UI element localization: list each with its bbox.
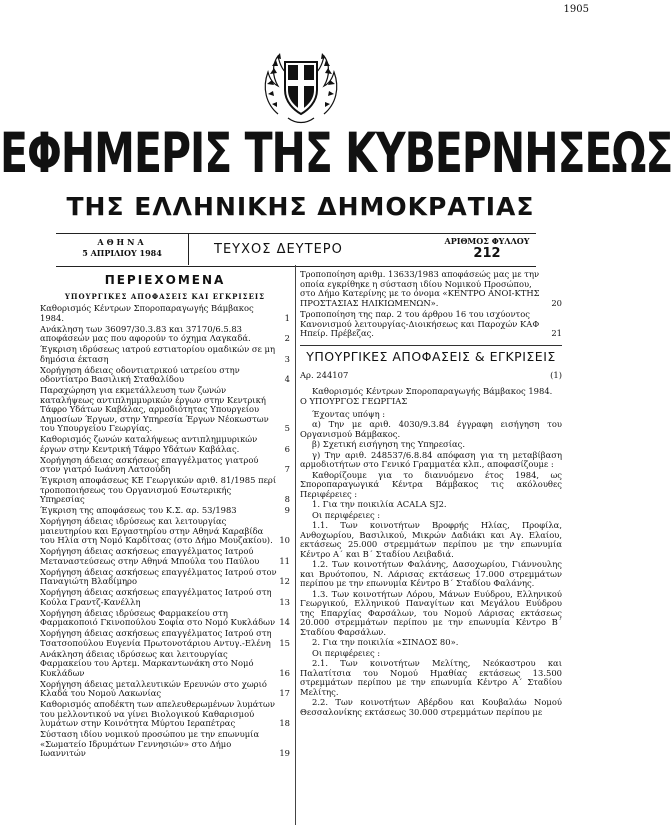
column-divider [295,265,296,825]
list-item: Χορήγηση άδειας μεταλλευτικών Ερευνών στο χωριό Κλαδά του Νομού Λακωνίας 17 [40,678,290,698]
list-item: Καθορισμός ζωνών καταλήψεως αντιπλημμυρικών έργων στην Κεντρική Τάφρο Υδάτων Καβάλας. 6 [40,434,290,454]
list-item: Έγκριση αποφάσεως ΚΕ Γεωργικών αριθ. 81/1985 περί τροποποιήσεως του Οργανισμού Εσωτερικής Υπηρεσίας 8 [40,475,290,504]
list-item: Τροποποίηση της παρ. 2 του άρθρου 16 του ισχύοντος Κανονισμού λειτουργίας-Διοικήσεως και Παροχών ΚΑΦ Ηπείρ. Πρέβεζας. 21 [300,309,562,338]
masthead-subtitle: ΤΗΣ ΕΛΛΗΝΙΚΗΣ ΔΗΜΟΚΡΑΤΙΑΣ [66,192,535,221]
list-item: Ανάκληση των 36097/30.3.83 και 37170/6.5.83 αποφάσεών μας που αφορούν το όχημα Λαγκαδά. 2 [40,323,290,343]
list-item: Χορήγηση άδειας ασκήσεως επαγγέλματος Ιατρού Μεταναστεύσεως στην Αθηνά Μπούλα του Παύλου 11 [40,546,290,566]
paragraph: 1.3. Των κοινοτήτων Λόρου, Μάνων Ευύδρου, Ελληνικού Γεωργικού, Ελληνικού Παναγίτων και Μεγάλου Ευύδρου της Επαρχίας Φαρσάλων, του Νομού Λάρισας εκτάσεως 20.000 στρεμμάτων περίπου με την επωνυμία Κέντρο Β΄ Σταδίου Φαρσάλων. [300,588,562,637]
paragraph: Καθορίζουμε για το διανυόμενο έτος 1984, ως Σποροπαραγωγικά Κέντρα Βάμβακος τις ακόλουθες Περιφέρειες : [300,469,562,499]
list-item: Παραχώρηση για εκμετάλλευση των ζωνών καταλήψεως αντιπλημμυρικών έργων στην Κεντρική Τάφρο Υδάτων Καβάλας, αρμοδιότητας Υπουργείου Δημοσίων Έργων, στην Υπηρεσία Έργων Νέοκωστων του Υπουργείου Γεωργίας. 5 [40,385,290,433]
paragraph: 2. Για την ποικιλία «ΣΙΝΔΟΣ 80». [312,637,459,647]
decisions-column [300,270,562,718]
contents-heading: ΠΕΡΙΕΧΟΜΕΝΑ [104,273,226,287]
paragraph: 2.1. Των κοινοτήτων Μελίτης, Νεόκαστρου και Παλατίτσια του Νομού Ημαθίας εκτάσεως 13.500 στρεμμάτων περίπου με την επωνυμία Κέντρο Α΄ Σταδίου Μελίτης. [300,658,562,697]
paragraph: α) Την με αριθ. 4030/9.3.84 έγγραφη εισήγηση του Οργανισμού Βάμβακος. [300,419,562,439]
infobar-divider [188,233,189,265]
issue-label: ΤΕΥΧΟΣ ΔΕΥΤΕΡΟ [214,242,343,257]
list-item: Τροποποίηση αριθμ. 13633/1983 αποφάσεώς μας με την οποία εγκρίθηκε η σύσταση ιδίου Νομικού Προσώπου, στο Δήμο Κατερίνης με το όνομα «ΚΕΝΤΡΟ ΑΝΟΙ-ΚΤΗΣ ΠΡΟΣΤΑΣΙΑΣ ΗΛΙΚΙΩΜΕΝΩΝ». 20 [300,269,562,308]
sheet-number: 212 [473,246,501,261]
contents-list [40,304,290,759]
minister-title: Ο ΥΠΟΥΡΓΟΣ ΓΕΩΡΓΙΑΣ [300,396,408,406]
list-item: Χορήγηση άδειας ασκήσεως επαγγέλματος γιατρού στον γιατρό Ιωάννη Λατσούδη 7 [40,454,290,474]
decision-number: Αρ. 244107 [300,370,349,380]
paragraph: 2.2. Των κοινοτήτων Αβέρδου και Κουβαλάω Νομού Θεσσαλονίκης εκτάσεως 30.000 στρεμμάτων περίπου με [300,697,562,717]
contents-column [40,270,290,760]
issue-date: 5 ΑΠΡΙΛΙΟΥ 1984 [82,248,162,258]
list-item: Χορήγηση άδειας οδοντιατρικού ιατρείου στην οδοντίατρο Βασιλική Σταθαλίδου 4 [40,364,290,384]
list-item: Καθορισμός αποδέκτη των απελευθερωμένων λυμάτων του μελλοντικού να γίνει Βιολογικού Καθαρισμού λυμάτων στην Κοινότητα Μύρτου Ιεραπέτρας 18 [40,699,290,728]
page-number: 1905 [563,4,589,15]
list-item: Καθορισμός Κέντρων Σποροπαραγωγής Βάμβακος 1984. 1 [40,303,290,323]
paragraph: Έχοντας υπόψη : [312,408,386,419]
sheet-info [442,236,532,261]
decision-title: Καθορισμός Κέντρων Σποροπαραγωγής Βάμβακος 1984. [312,385,553,396]
list-item: Χορήγηση άδειας ιδρύσεως Φαρμακείου στη Φαρμακοποιό Γκινοπούλου Σοφία στο Νομό Κυκλάδων 14 [40,607,290,627]
contents-list-continued [300,270,562,339]
section-heading: ΥΠΟΥΡΓΙΚΕΣ ΑΠΟΦΑΣΕΙΣ & ΕΓΚΡΙΣΕΙΣ [306,348,556,364]
decision-ref: (1) [550,370,562,380]
contents-subheading: ΥΠΟΥΡΓΙΚΕΣ ΑΠΟΦΑΣΕΙΣ ΚΑΙ ΕΓΚΡΙΣΕΙΣ [64,291,266,301]
list-item: Χορήγηση άδειας ασκήσεως επαγγέλματος Ιατρού στη Τσατσοπούλου Ευγενία Πρωτονοτάριου Αντυγ.-Ελένη 15 [40,628,290,648]
list-item: Χορήγηση άδειας ασκήσεως επαγγέλματος Ιατρού στη Κούλα Γραντζ-Κανέλλη 13 [40,587,290,607]
list-item: Έγκριση της αποφάσεως του Κ.Σ. αρ. 53/1983 9 [40,505,290,515]
paragraph: β) Σχετική εισήγηση της Υπηρεσίας. [312,439,466,449]
masthead-title: ΕΦΗΜΕΡΙΣ ΤΗΣ ΚΥΒΕΡΝΗΣΕΩΣ [0,120,672,186]
issue-info-bar [56,233,536,267]
paragraph: Οι περιφέρειες : [312,647,381,658]
paragraph: 1. Για την ποικιλία ACALA SJ2. [312,499,447,509]
paragraph: γ) Την αριθ. 248537/6.8.84 απόφαση για τη μεταβίβαση αρμοδιοτήτων στο Γενικό Γραμματέα κλπ., αποφασίζουμε : [300,449,562,469]
list-item: Χορήγηση άδειας ιδρύσεως και λειτουργίας μαιευτηρίου και Εργαστηρίου στην Αθηνά Καραβίδα του Ηλία στη Νομό Καρδίτσας (στο Δήμο Μουζακίου). 10 [40,516,290,545]
sheet-label: ΑΡΙΘΜΟΣ ΦΥΛΛΟΥ [444,236,530,246]
section-rule [300,345,562,346]
issue-city: ΑΘΗΝΑ [97,237,147,247]
list-item: Ανάκληση άδειας ιδρύσεως και λειτουργίας Φαρμακείου του Αρτεμ. Μαρκαντωνάκη στο Νομό Κυκλάδων 16 [40,648,290,678]
list-item: Σύσταση ιδίου νομικού προσώπου με την επωνυμία «Σωματείο Ιδρυμάτων Γεννησιών» στο Δήμο Ιωαννιτών 19 [40,729,290,758]
decision-body [300,387,562,718]
list-item: Χορήγηση άδειας ασκήσεως επαγγέλματος Ιατρού στον Παναγιώτη Βλαδίμηρο 12 [40,566,290,586]
coat-of-arms-icon [258,44,344,128]
paragraph: 1.1. Των κοινοτήτων Βροφρής Ηλίας, Προφίλα, Ανθοχωρίου, Βασιλικού, Μικρών Δαδιάκι και Αγ. Ελαίου, εκτάσεως 25.000 στρεμμάτων περίπου με την επωνυμία Κέντρο Α΄ και Β΄ Σταδίου Λειβαδιά. [300,520,562,559]
decision-number-row [300,371,562,381]
paragraph: Οι περιφέρειες : [312,509,381,520]
list-item: Έγκριση ιδρύσεως ιατρού εστιατορίου ομαδικών σε μη δημόσια έκταση 3 [40,344,290,364]
paragraph: 1.2. Των κοινοτήτων Φαλάνης, Δασοχωρίου, Γιάννουλης και Βρυότοπου, Ν. Λάρισας εκτάσεως 17.000 στρεμμάτων περίπου με την επωνυμία Κέντρο Β΄ Σταδίου Φαλάνης. [300,559,562,588]
issue-place-date [56,237,188,259]
